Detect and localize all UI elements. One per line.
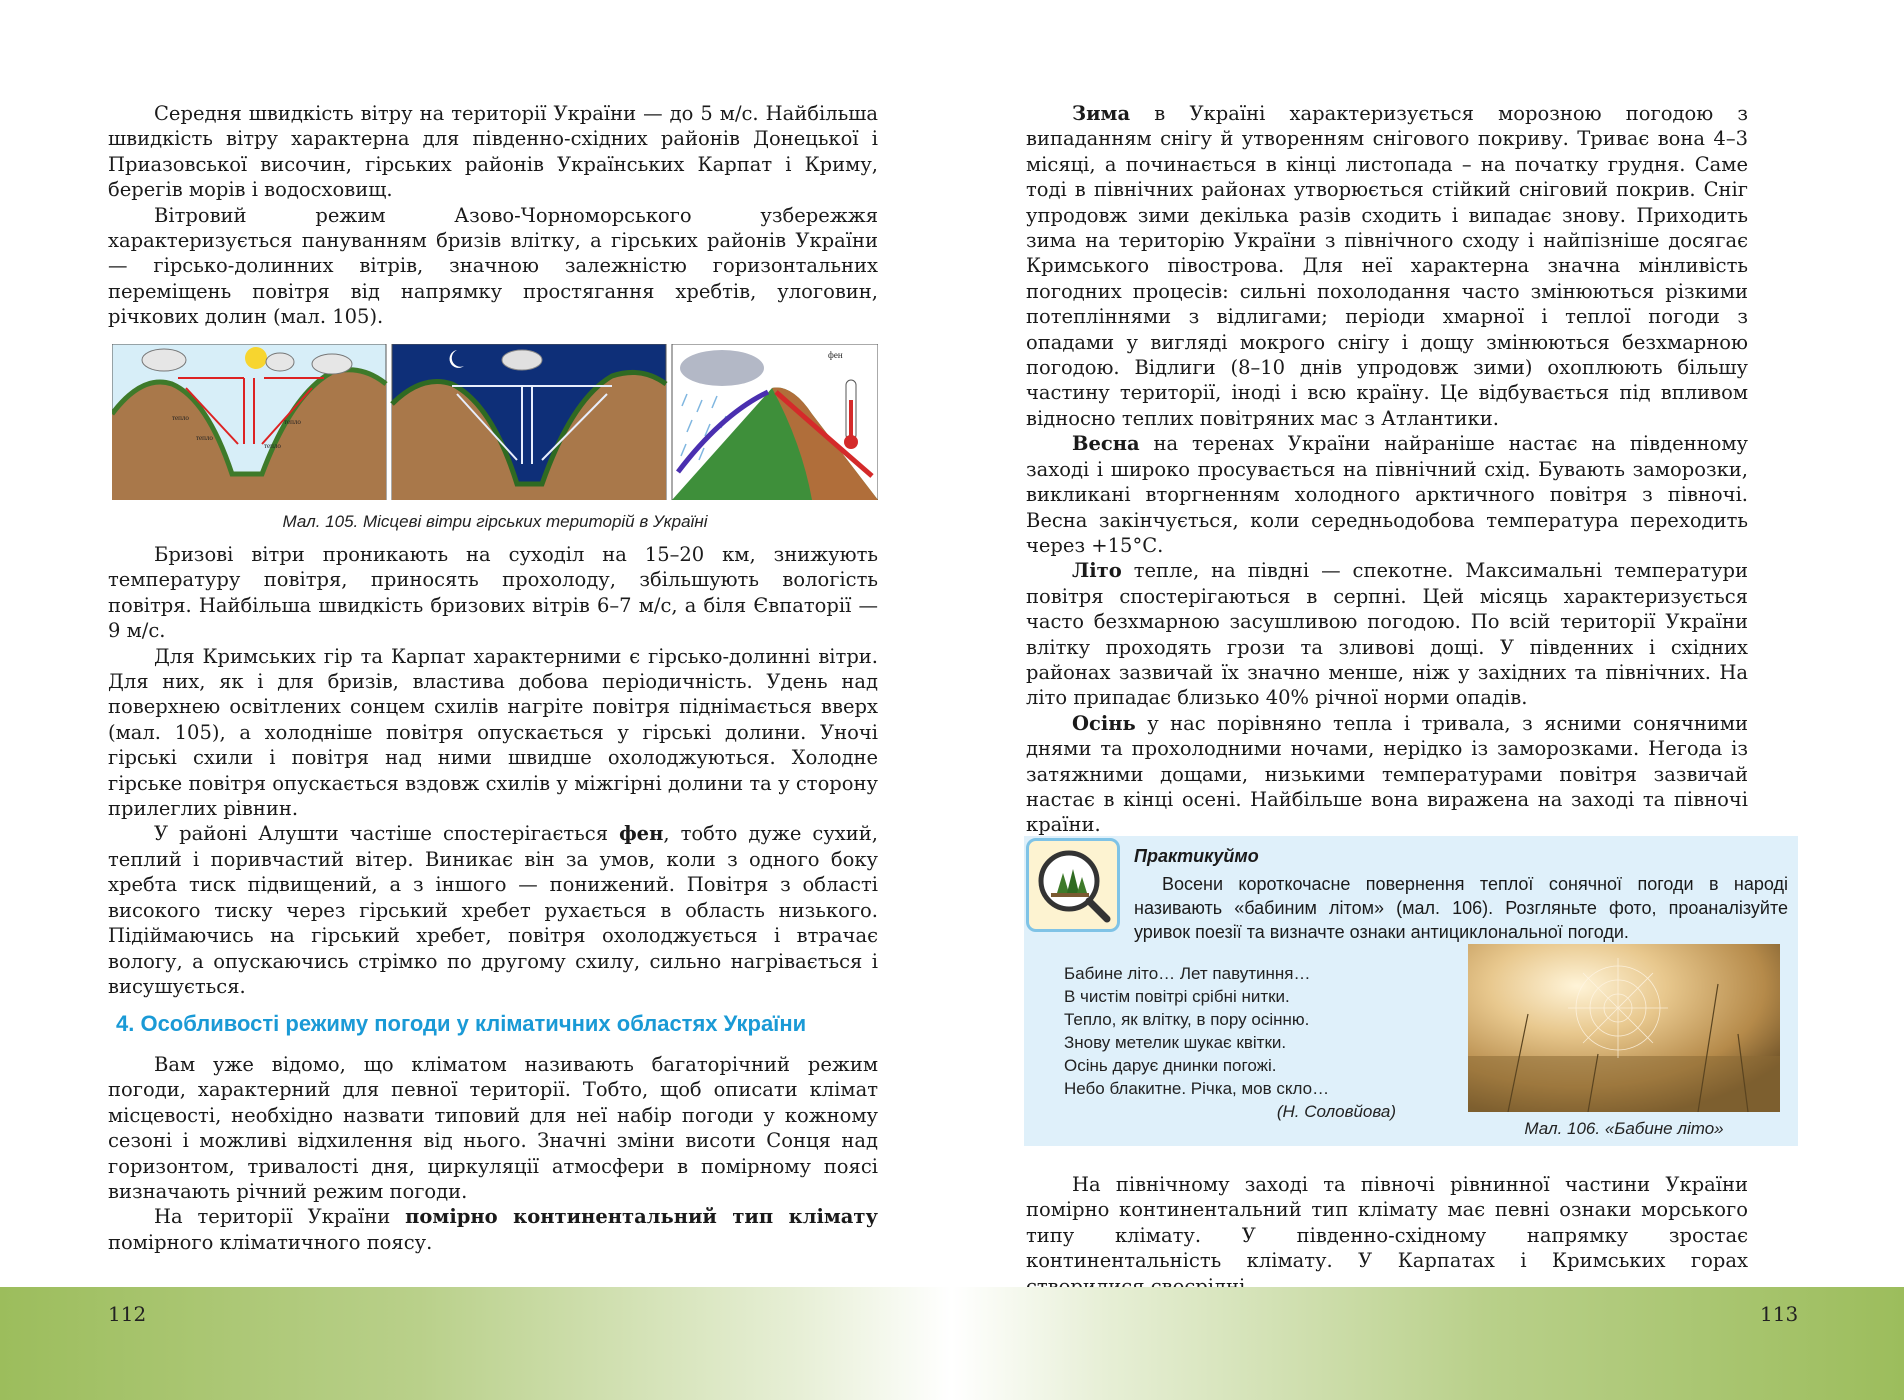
season-paragraph-winter [1026,101,1748,431]
poem-line: Бабине літо… Лет павутиння… [1064,964,1311,983]
season-paragraph-autumn [1026,711,1748,838]
left-text-middle [108,542,878,999]
figure-label-warm: тепло [172,414,189,422]
sun-icon [245,347,267,369]
poem-author: (Н. Соловйова) [1276,1102,1396,1121]
left-text-bottom [108,1052,878,1255]
figure-106-caption: Мал. 106. «Бабине літо» [1524,1119,1724,1138]
season-term: Зима [1072,102,1131,125]
section-heading: 4. Особливості режиму погоди у кліматичних областях України [116,1011,807,1036]
footer-bar [0,1287,1904,1400]
season-term: Літо [1072,559,1122,583]
term-climate-type: помірно континентальний тип клімату [405,1205,878,1229]
poem-line: Небо блакитне. Річка, мов скло… [1064,1079,1330,1098]
cloud-icon [502,350,542,370]
figure-105 [112,344,878,500]
paragraph: Вам уже відомо, що кліматом називають багаторічний режим погоди, характерний для певної території. Тобто, щоб описати клімат місцевості, необхідно назвати типовий для неї набір погоди у кожному сезоні і можливі відхилення від нього. Значні зміни висоти Сонця над горизонтом, тривалості дня, циркуляції атмосфери в помірному поясі визначають річний режим погоди. [108,1053,878,1204]
page-number-left: 112 [108,1302,147,1326]
panel-day [112,344,386,500]
poem-line: Тепло, як влітку, в пору осінню. [1064,1010,1310,1029]
figure-label-fen: фен [828,350,843,360]
cloud-icon [142,349,186,371]
right-text-bottom [1026,1172,1748,1299]
panel-fen [672,344,878,500]
magnifier-forest-icon [1026,838,1120,932]
thermometer-icon [844,435,858,449]
season-term: Весна [1072,432,1140,456]
figure-label-warm: тепло [196,434,213,442]
text-span: тепле, на півдні — спекотне. Максимальні температури повітря спостерігаються в серпні. Цей місяць характеризується часто безхмарною засушливою погодою. По всій території України влітку проходять грози та зливові дощі. У південних і східних районах зазвичай їх значно менше, ніж у західних та північних. На літо припадає близько 40% річної норми опадів. [1026,559,1748,710]
text-span: помірного кліматичного поясу. [108,1230,433,1254]
cloud-icon [312,354,352,374]
cloud-icon [680,350,764,386]
poem-line: Осінь дарує днинки погожі. [1064,1056,1277,1075]
poem-line: Знову метелик шукає квітки. [1064,1033,1287,1052]
figure-label-warm: тепло [284,418,301,426]
poem [1064,962,1404,1123]
text-span: На території України [154,1205,406,1229]
poem-line: В чистім повітрі срібні нитки. [1064,987,1290,1006]
right-text-seasons [1026,101,1748,838]
figure-105-illustration [112,344,878,500]
text-span: у нас порівняно тепла і тривала, з ясними сонячними днями та прохолодними ночами, нерідко із заморозками. Негода із затяжними дощами, низькими температурами повітря зазвичай настає в кінці осені. Найбільше вона виражена на заході та півночі країни. [1026,711,1748,837]
practice-title: Практикуймо [1134,846,1259,866]
practice-box [1024,836,1798,1146]
paragraph: На північному заході та півночі рівнинної частини України помірно континентальний тип клімату має певні ознаки морського типу клімату. У південно-східному напрямку зростає континентальність клімату. У Карпатах і Кримських горах [1026,1173,1748,1273]
paragraph-climate-type [108,1204,878,1255]
paragraph-fen [108,821,878,999]
season-paragraph-spring [1026,431,1748,558]
text-span: на теренах України найраніше настає на південному заході і широко просувається на північний схід. Бувають заморозки, викликані вторгненням холодного арктичного повітря з півночі. Весна закінчується, коли середньодобова температура переходить через +15°С. [1026,432,1748,557]
season-term: Осінь [1072,711,1136,735]
left-text-top [108,101,878,330]
photo-indian-summer [1468,944,1780,1112]
right-page [952,0,1904,1400]
paragraph: Бризові вітри проникають на суходіл на 15–20 км, знижують температуру повітря, приносять прохолоду, збільшують вологість повітря. Найбільша швидкість бризових вітрів 6–7 м/с, а біля Євпаторії — 9 м/с. [108,543,878,643]
figure-label-warm: тепло [264,442,281,450]
text-span: У районі Алушти частіше спостерігається [154,822,620,846]
practice-text: Восени короткочасне повернення теплої сонячної погоди в народі називають «бабиним літом» (мал. 106). Розгляньте фото, проаналізуйте уривок поезії та визначте ознаки антициклональної погоди. [1134,874,1788,942]
season-paragraph-summer [1026,558,1748,710]
term-fen: фен [619,822,664,846]
page-number-right: 113 [1760,1302,1799,1326]
text-span: , тобто дуже сухий, теплий і поривчастий вітер. Виникає він за умов, коли з одного боку хребта тиск підвищений, а з іншого — понижений. Повітря з області високого тиску через гірський хребет рухається в область низького. Підіймаючись на гірський хребет, повітря охолоджується і втрачає вологу, а опускаючись стрімко по другому схилу, сильно нагрівається і висушується. [108,822,879,998]
panel-night [392,344,666,500]
paragraph: Для Кримських гір та Карпат характерними є гірсько-долинні вітри. Для них, як і для бризів, властива добова періодичність. Удень над поверхнею освітлених сонцем схилів нагріте повітря піднімається вверх (мал. 105), а холодніше повітря опускається у гірські долини. Уночі гірські схили і повітря над ними швидше охолоджуються. Холодне гірське повітря опускається вздовж схилів у міжгірні долини та у сторону прилеглих рівнин. [108,644,878,821]
cloud-icon [266,353,294,371]
figure-105-caption: Мал. 105. Місцеві вітри гірських територій в Україні [282,512,708,531]
paragraph: Вітровий режим Азово-Чорноморського узбережжя характеризується пануванням бризів влітку, а гірських районів України — гірсько-долинних вітрів, значною залежністю горизонтальних переміщень повітря від напрямку простягання хребтів, улоговин, річкових долин (мал. 105). [108,203,878,329]
paragraph: Середня швидкість вітру на території України — до 5 м/с. Найбільша швидкість вітру характерна для південно-східних районів Донецької і Приазовської височин, гірських районів Українських Карпат і Криму, берегів морів і водосховищ. [108,102,878,202]
text-span: в Україні характеризується морозною погодою з випаданням снігу й утворенням снігового покриву. Триває вона 4–3 місяці, а починається в кінці листопада – на початку грудня. Саме тоді в північних районах утворюється стійкий сніговий покрив. Сніг упродовж зими декілька разів сходить і випадає знову. Приходить зима на територію України з північного сходу і найпізніше досягає Кримського півострова. Для неї характерна значна мінливість погодних процесів: сильні похолодання часто змінюються різкими потепліннями з відлигами; періоди хмарної і теплої погоди з опадами у вигляді мокрого снігу і дощу змінюються безхмарною погодою. Відлиги (8–10 днів упродовж зими) охоплюють більшу частину території, іноді і всю країну. Це відбувається під впливом відносно теплих повітряних мас з Атлантики. [1026,102,1748,430]
